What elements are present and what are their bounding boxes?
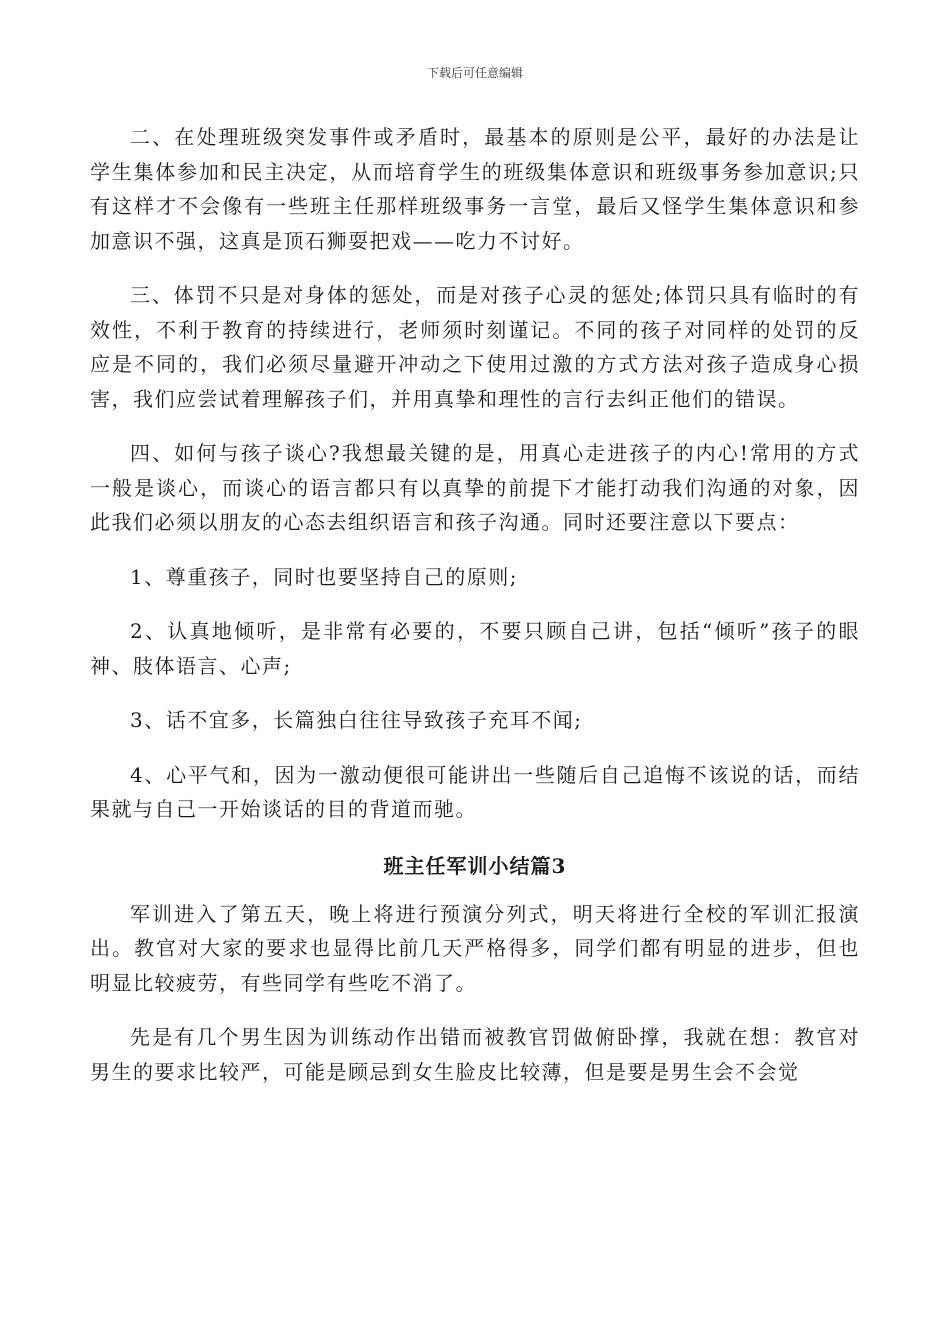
section-paragraph-2: 先是有几个男生因为训练动作出错而被教官罚做俯卧撑，我就在想：教官对男生的要求比较严，可能是顾忌到女生脸皮比较薄，但是要是男生会不会觉 <box>90 1025 860 1084</box>
section-title: 班主任军训小结篇3 <box>383 853 567 878</box>
section-paragraph-1: 军训进入了第五天，晚上将进行预演分列式，明天将进行全校的军训汇报演出。教官对大家的要求也显得比前几天严格得多，同学们都有明显的进步，但也明显比较疲劳，有些同学有些吃不消了。 <box>90 901 860 995</box>
paragraph-4: 四、如何与孩子谈心?我想最关键的是，用真心走进孩子的内心!常用的方式一般是谈心，而谈心的语言都只有以真挚的前提下才能打动我们沟通的对象，因此我们必须以朋友的心态去组织语言和孩子沟通。同时还要注意以下要点： <box>90 441 860 534</box>
paragraph-2: 二、在处理班级突发事件或矛盾时，最基本的原则是公平，最好的办法是让学生集体参加和民主决定，从而培育学生的班级集体意识和班级事务参加意识;只有这样才不会像有一些班主任那样班级事务一言堂，最后又怪学生集体意识和参加意识不强，这真是顶石狮耍把戏——吃力不讨好。 <box>90 125 860 253</box>
list-item-2: 2、认真地倾听，是非常有必要的，不要只顾自己讲，包括“倾听”孩子的眼神、肢体语言、心声; <box>90 619 860 678</box>
list-item-1: 1、尊重孩子，同时也要坚持自己的原则; <box>130 564 518 589</box>
document-body <box>90 120 860 1109</box>
paragraph-3: 三、体罚不只是对身体的惩处，而是对孩子心灵的惩处;体罚只具有临时的有效性，不利于教育的持续进行，老师须时刻谨记。不同的孩子对同样的处罚的反应是不同的，我们必须尽量避开冲动之下使用过激的方式方法对孩子造成身心损害，我们应尝试着理解孩子们，并用真挚和理性的言行去纠正他们的错误。 <box>90 283 860 411</box>
list-item-3: 3、话不宜多，长篇独白往往导致孩子充耳不闻; <box>130 708 583 732</box>
list-item-4: 4、心平气和，因为一激动便很可能讲出一些随后自己追悔不该说的话，而结果就与自己一开始谈话的目的背道而驰。 <box>90 762 860 821</box>
page-header: 下载后可任意编辑 <box>426 66 523 80</box>
